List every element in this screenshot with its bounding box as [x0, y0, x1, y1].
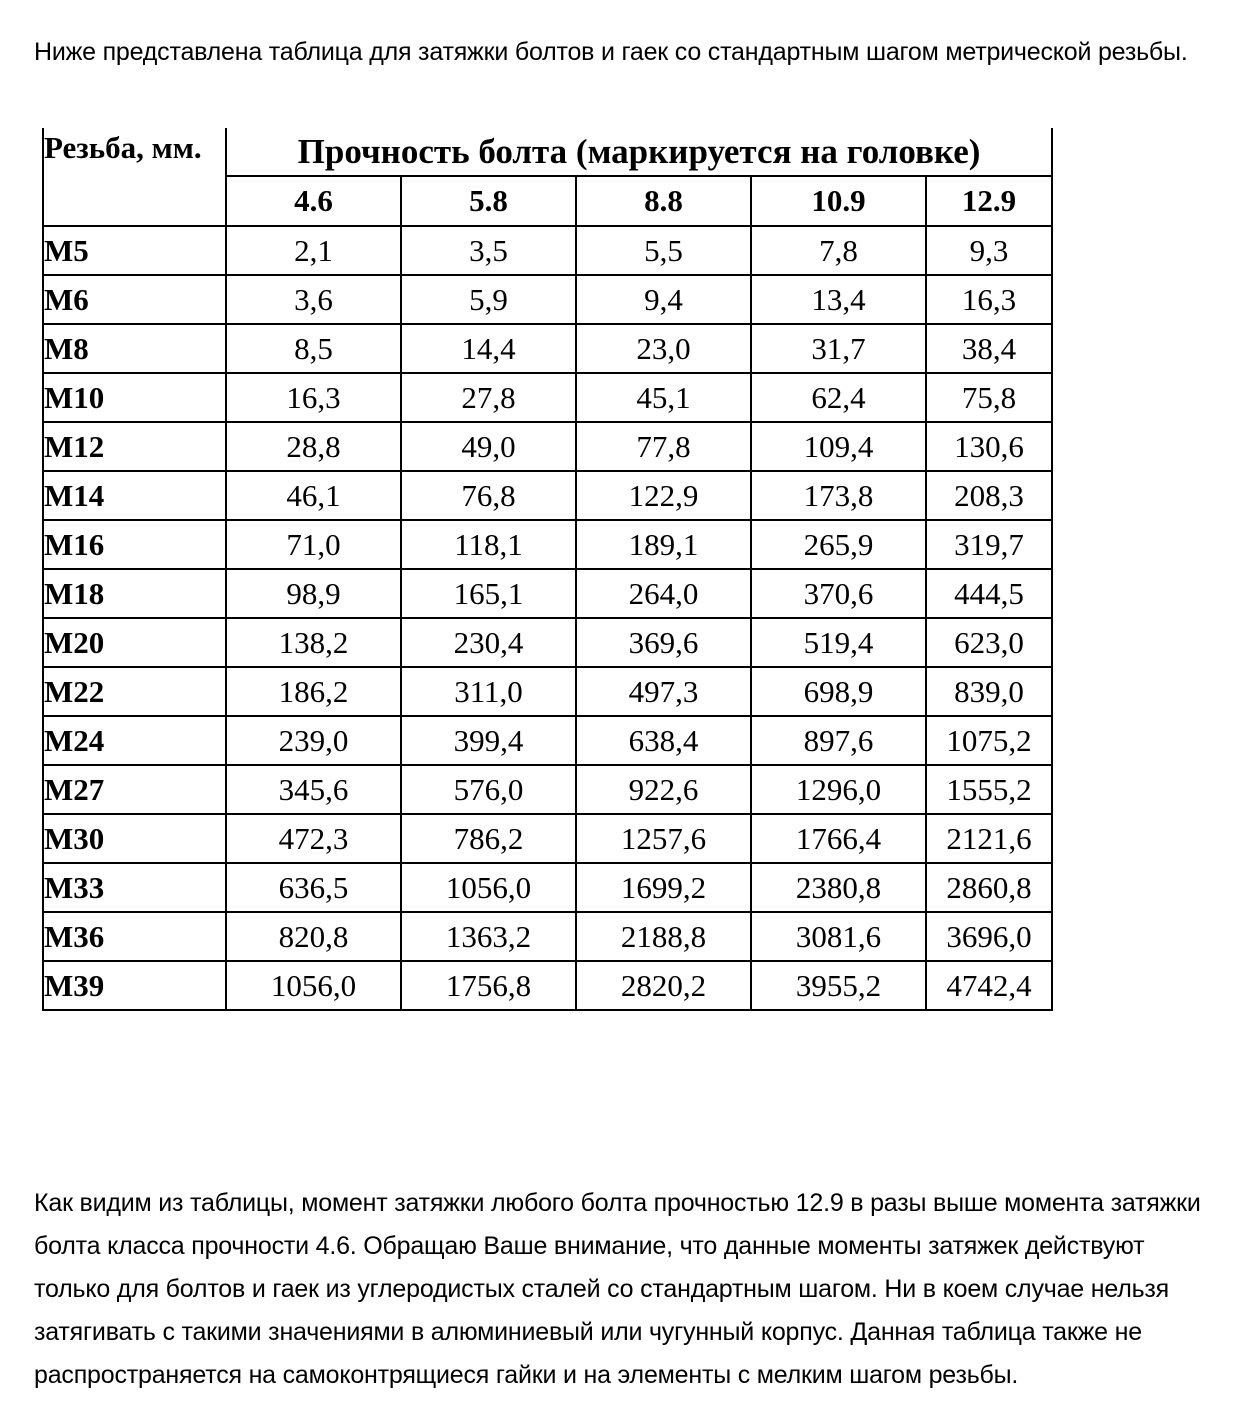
cell-torque: 31,7: [751, 324, 926, 373]
cell-torque: 28,8: [226, 422, 401, 471]
table-row: [43, 667, 1052, 716]
cell-thread: M18: [43, 569, 226, 618]
cell-torque: 2,1: [226, 226, 401, 275]
intro-paragraph: Ниже представлена таблица для затяжки болтов и гаек со стандартным шагом метрической резьбы.: [34, 38, 1188, 66]
cell-torque: 208,3: [926, 471, 1052, 520]
cell-torque: 3696,0: [926, 912, 1052, 961]
cell-torque: 1056,0: [401, 863, 576, 912]
cell-torque: 1075,2: [926, 716, 1052, 765]
cell-thread: M27: [43, 765, 226, 814]
cell-torque: 49,0: [401, 422, 576, 471]
cell-torque: 1363,2: [401, 912, 576, 961]
cell-torque: 138,2: [226, 618, 401, 667]
table-row: [43, 520, 1052, 569]
cell-thread: M20: [43, 618, 226, 667]
table-row: [43, 422, 1052, 471]
cell-torque: 444,5: [926, 569, 1052, 618]
cell-torque: 13,4: [751, 275, 926, 324]
cell-thread: M12: [43, 422, 226, 471]
column-header-grade-4-6: 4.6: [226, 176, 401, 226]
column-header-grade-12-9: 12.9: [926, 176, 1052, 226]
cell-torque: 230,4: [401, 618, 576, 667]
cell-torque: 173,8: [751, 471, 926, 520]
cell-torque: 14,4: [401, 324, 576, 373]
cell-torque: 1056,0: [226, 961, 401, 1010]
cell-torque: 189,1: [576, 520, 751, 569]
table-row: [43, 226, 1052, 275]
table-row: [43, 961, 1052, 1010]
cell-thread: M8: [43, 324, 226, 373]
cell-thread: M22: [43, 667, 226, 716]
table-row: [43, 912, 1052, 961]
cell-torque: 264,0: [576, 569, 751, 618]
cell-torque: 75,8: [926, 373, 1052, 422]
bolt-torque-table: [42, 128, 1053, 1011]
cell-torque: 265,9: [751, 520, 926, 569]
cell-torque: 45,1: [576, 373, 751, 422]
cell-torque: 8,5: [226, 324, 401, 373]
cell-torque: 497,3: [576, 667, 751, 716]
cell-torque: 109,4: [751, 422, 926, 471]
cell-torque: 370,6: [751, 569, 926, 618]
cell-thread: M36: [43, 912, 226, 961]
cell-thread: M16: [43, 520, 226, 569]
cell-torque: 519,4: [751, 618, 926, 667]
cell-torque: 623,0: [926, 618, 1052, 667]
table-row: [43, 716, 1052, 765]
cell-torque: 638,4: [576, 716, 751, 765]
cell-torque: 122,9: [576, 471, 751, 520]
cell-torque: 3,5: [401, 226, 576, 275]
outro-paragraph: Как видим из таблицы, момент затяжки любого болта прочностью 12.9 в разы выше момента затяжки болта класса прочности 4.6. Обращаю Ваше внимание, что данные моменты затяжек действуют только для болтов и гаек из углеродистых сталей со стандартным шагом. Ни в коем случае нельзя затягивать с такими значениями в алюминиевый или чугунный корпус. Данная таблица также не распространяется на самоконтрящиеся гайки и на элементы с мелким шагом резьбы.: [34, 1189, 1208, 1389]
cell-thread: M30: [43, 814, 226, 863]
cell-thread: M24: [43, 716, 226, 765]
cell-torque: 2860,8: [926, 863, 1052, 912]
table-row: [43, 618, 1052, 667]
cell-torque: 16,3: [926, 275, 1052, 324]
table-row: [43, 814, 1052, 863]
table-row: [43, 765, 1052, 814]
column-header-grade-5-8: 5.8: [401, 176, 576, 226]
cell-thread: M33: [43, 863, 226, 912]
column-header-thread: Резьба, мм.: [43, 128, 226, 226]
cell-torque: 9,3: [926, 226, 1052, 275]
cell-torque: 27,8: [401, 373, 576, 422]
cell-torque: 1296,0: [751, 765, 926, 814]
cell-torque: 4742,4: [926, 961, 1052, 1010]
cell-torque: 3955,2: [751, 961, 926, 1010]
cell-torque: 130,6: [926, 422, 1052, 471]
table-row: [43, 471, 1052, 520]
cell-torque: 2380,8: [751, 863, 926, 912]
cell-torque: 98,9: [226, 569, 401, 618]
cell-torque: 345,6: [226, 765, 401, 814]
table-body: [43, 226, 1052, 1010]
cell-torque: 922,6: [576, 765, 751, 814]
column-header-grade-10-9: 10.9: [751, 176, 926, 226]
table-head: [43, 128, 1052, 226]
cell-torque: 636,5: [226, 863, 401, 912]
table-row: [43, 275, 1052, 324]
cell-torque: 239,0: [226, 716, 401, 765]
table-row: [43, 569, 1052, 618]
torque-table-container: [42, 128, 1046, 1011]
cell-thread: M6: [43, 275, 226, 324]
cell-torque: 77,8: [576, 422, 751, 471]
cell-torque: 1756,8: [401, 961, 576, 1010]
cell-torque: 76,8: [401, 471, 576, 520]
cell-torque: 1257,6: [576, 814, 751, 863]
cell-torque: 71,0: [226, 520, 401, 569]
cell-torque: 38,4: [926, 324, 1052, 373]
cell-torque: 3,6: [226, 275, 401, 324]
cell-thread: M39: [43, 961, 226, 1010]
cell-torque: 186,2: [226, 667, 401, 716]
cell-torque: 1699,2: [576, 863, 751, 912]
cell-torque: 820,8: [226, 912, 401, 961]
cell-torque: 9,4: [576, 275, 751, 324]
table-row: [43, 863, 1052, 912]
cell-torque: 23,0: [576, 324, 751, 373]
cell-torque: 576,0: [401, 765, 576, 814]
cell-torque: 165,1: [401, 569, 576, 618]
cell-torque: 319,7: [926, 520, 1052, 569]
table-row: [43, 373, 1052, 422]
column-header-grade-8-8: 8.8: [576, 176, 751, 226]
cell-torque: 698,9: [751, 667, 926, 716]
cell-torque: 2820,2: [576, 961, 751, 1010]
cell-torque: 5,9: [401, 275, 576, 324]
column-header-bolt-strength: Прочность болта (маркируется на головке): [226, 128, 1052, 176]
cell-torque: 786,2: [401, 814, 576, 863]
table-row: [43, 324, 1052, 373]
cell-torque: 3081,6: [751, 912, 926, 961]
table-header-row-main: [43, 128, 1052, 176]
cell-torque: 2121,6: [926, 814, 1052, 863]
cell-torque: 5,5: [576, 226, 751, 275]
cell-torque: 369,6: [576, 618, 751, 667]
cell-torque: 118,1: [401, 520, 576, 569]
cell-torque: 839,0: [926, 667, 1052, 716]
cell-torque: 46,1: [226, 471, 401, 520]
cell-torque: 1766,4: [751, 814, 926, 863]
cell-thread: M10: [43, 373, 226, 422]
cell-torque: 7,8: [751, 226, 926, 275]
cell-thread: M5: [43, 226, 226, 275]
cell-thread: M14: [43, 471, 226, 520]
cell-torque: 1555,2: [926, 765, 1052, 814]
cell-torque: 897,6: [751, 716, 926, 765]
cell-torque: 311,0: [401, 667, 576, 716]
cell-torque: 16,3: [226, 373, 401, 422]
cell-torque: 62,4: [751, 373, 926, 422]
cell-torque: 472,3: [226, 814, 401, 863]
cell-torque: 399,4: [401, 716, 576, 765]
cell-torque: 2188,8: [576, 912, 751, 961]
